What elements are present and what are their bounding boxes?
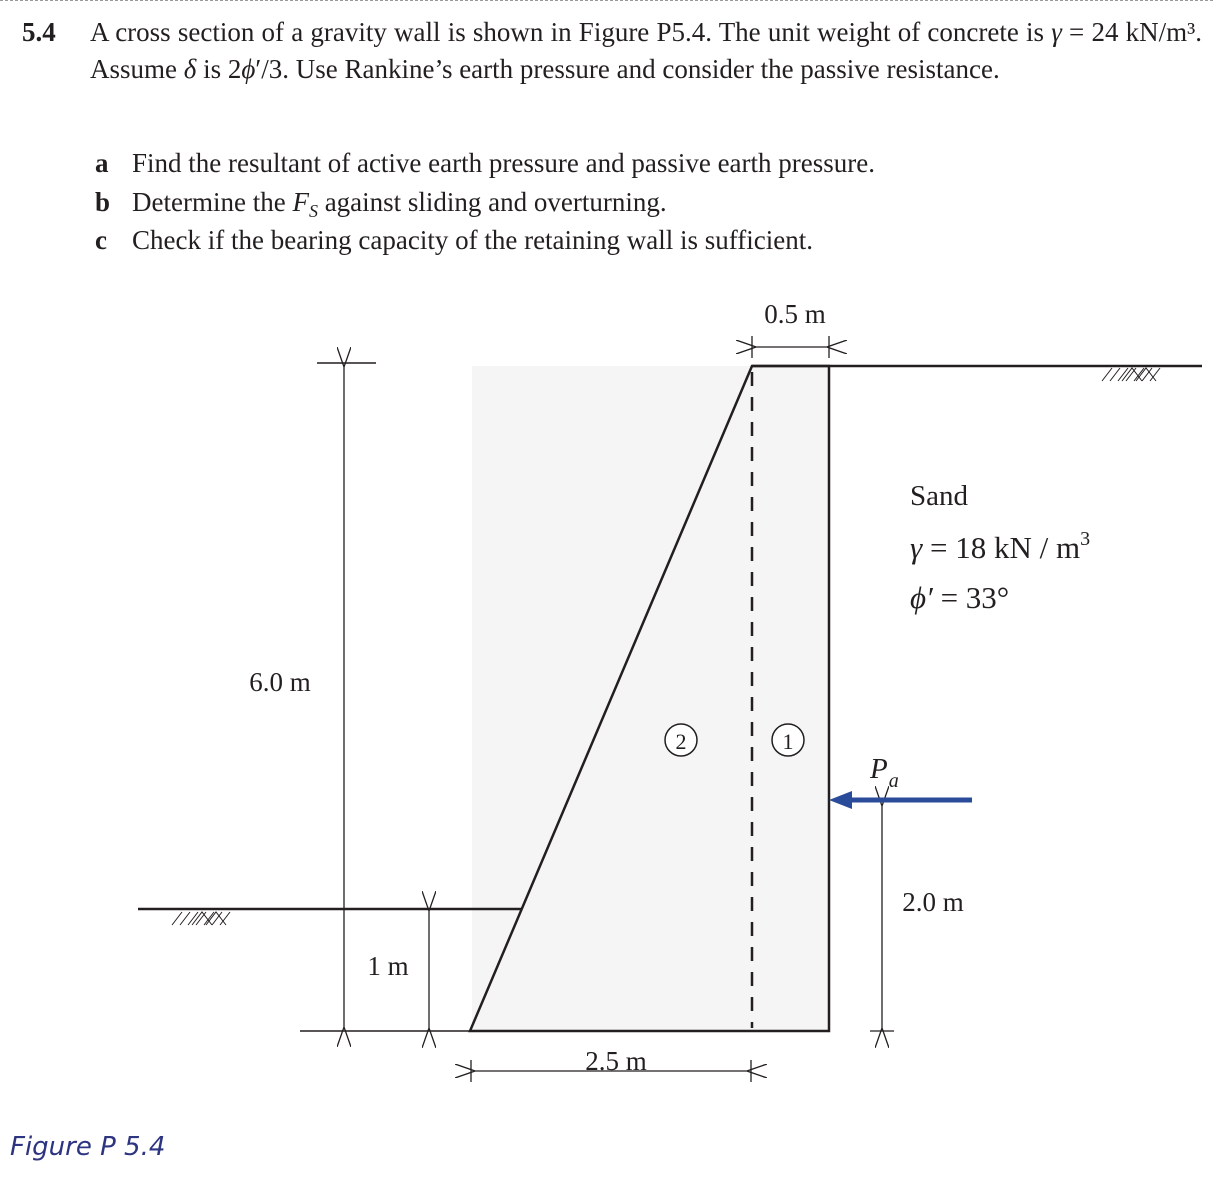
top-width-label: 0.5 m	[764, 299, 826, 329]
toe-depth-label: 1 m	[367, 951, 409, 981]
problem-text-4: ′/3. Use Rankine’s earth pressure and consider the passive resistance.	[255, 54, 1000, 84]
ground-hatch-right	[1102, 368, 1160, 381]
problem-number: 5.4	[22, 17, 56, 47]
figure-caption: Figure P 5.4	[10, 1132, 166, 1162]
pa-arrow-head	[829, 791, 852, 809]
problem-text-3: is 2	[196, 54, 242, 84]
soil-name: Sand	[910, 480, 968, 512]
region-1-label: 1	[782, 729, 794, 754]
part-text: against sliding and overturning.	[317, 186, 667, 217]
problem-text-1: A cross section of a gravity wall is shown in Figure P5.4. The unit weight of concrete is	[90, 17, 1052, 47]
soil-unit-weight: γ = 18 kN / $m^3$	[910, 528, 1091, 565]
part-text: Check if the bearing capacity of the retaining wall is sufficient.	[132, 225, 814, 255]
pa-label: $P_a$	[870, 753, 899, 792]
base-width-label: 2.5 m	[585, 1046, 647, 1076]
delta-symbol: δ	[183, 54, 197, 84]
fs-subscript: S	[308, 200, 318, 221]
part-text: Find the resultant of active earth pressure and passive earth pressure.	[132, 148, 875, 178]
gamma-symbol: γ	[1051, 17, 1062, 47]
height-label: 6.0 m	[249, 667, 311, 697]
ground-hatch-left	[172, 912, 230, 925]
part-label: c	[95, 225, 107, 255]
part-text: Determine the	[132, 186, 293, 217]
phi-symbol: ϕ	[241, 54, 256, 84]
fs-symbol: F	[292, 186, 309, 217]
problem-text-2: = 24 kN/m³. Assume	[90, 17, 1202, 84]
part-label: b	[95, 186, 111, 217]
pa-height-label: 2.0 m	[902, 887, 964, 917]
part-label: a	[95, 148, 109, 178]
region-2-label: 2	[675, 729, 687, 754]
wall-background	[472, 366, 830, 1032]
soil-friction-angle: ϕ′ = 33°	[910, 580, 1010, 615]
